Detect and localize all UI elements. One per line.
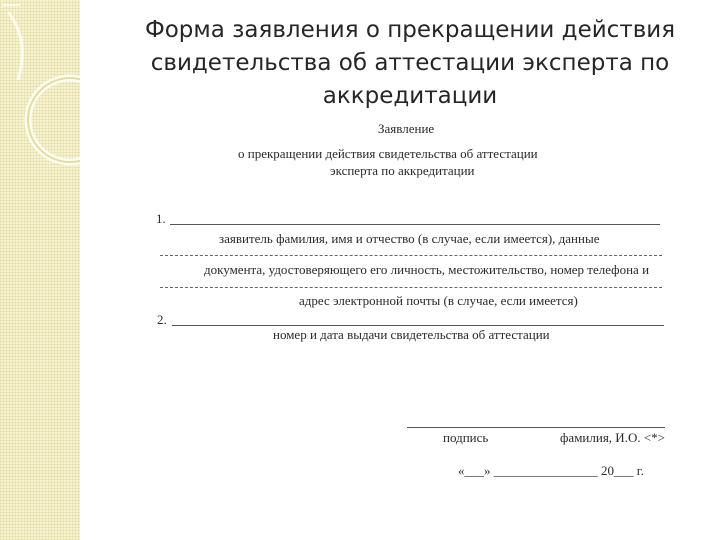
slide-title bbox=[110, 14, 710, 113]
form-subheading-line-1: о прекращении действия свидетельства об аттестации bbox=[238, 146, 538, 161]
caption-applicant: заявитель фамилия, имя и отчество (в случае, если имеется), данные bbox=[219, 231, 600, 246]
slide-title-line-2: свидетельства об аттестации эксперта по bbox=[150, 50, 670, 76]
slide-title-line-1: Форма заявления о прекращении действия bbox=[144, 17, 676, 43]
caption-email: адрес электронной почты (в случае, если имеется) bbox=[299, 293, 578, 308]
item-1-line-3 bbox=[160, 287, 662, 288]
item-2-line bbox=[172, 325, 664, 326]
caption-certificate: номер и дата выдачи свидетельства об аттестации bbox=[273, 327, 550, 342]
form-subheading-line-2: эксперта по аккредитации bbox=[330, 163, 475, 178]
name-label: фамилия, И.О. <*> bbox=[560, 430, 665, 445]
circle-ornament-icon bbox=[0, 0, 80, 200]
slide-title-line-3: аккредитации bbox=[322, 83, 498, 109]
form-heading: Заявление bbox=[378, 121, 435, 136]
item-2-number: 2. bbox=[157, 312, 167, 327]
signature-line bbox=[407, 427, 665, 428]
caption-document: документа, удостоверяющего его личность, местожительство, номер телефона и bbox=[204, 262, 650, 277]
item-1-line-2 bbox=[160, 255, 662, 256]
date-line: «___» ________________ 20___ г. bbox=[458, 463, 644, 478]
signature-label: подпись bbox=[443, 430, 489, 445]
item-1-line-1 bbox=[170, 224, 660, 225]
item-1-number: 1. bbox=[156, 211, 166, 226]
